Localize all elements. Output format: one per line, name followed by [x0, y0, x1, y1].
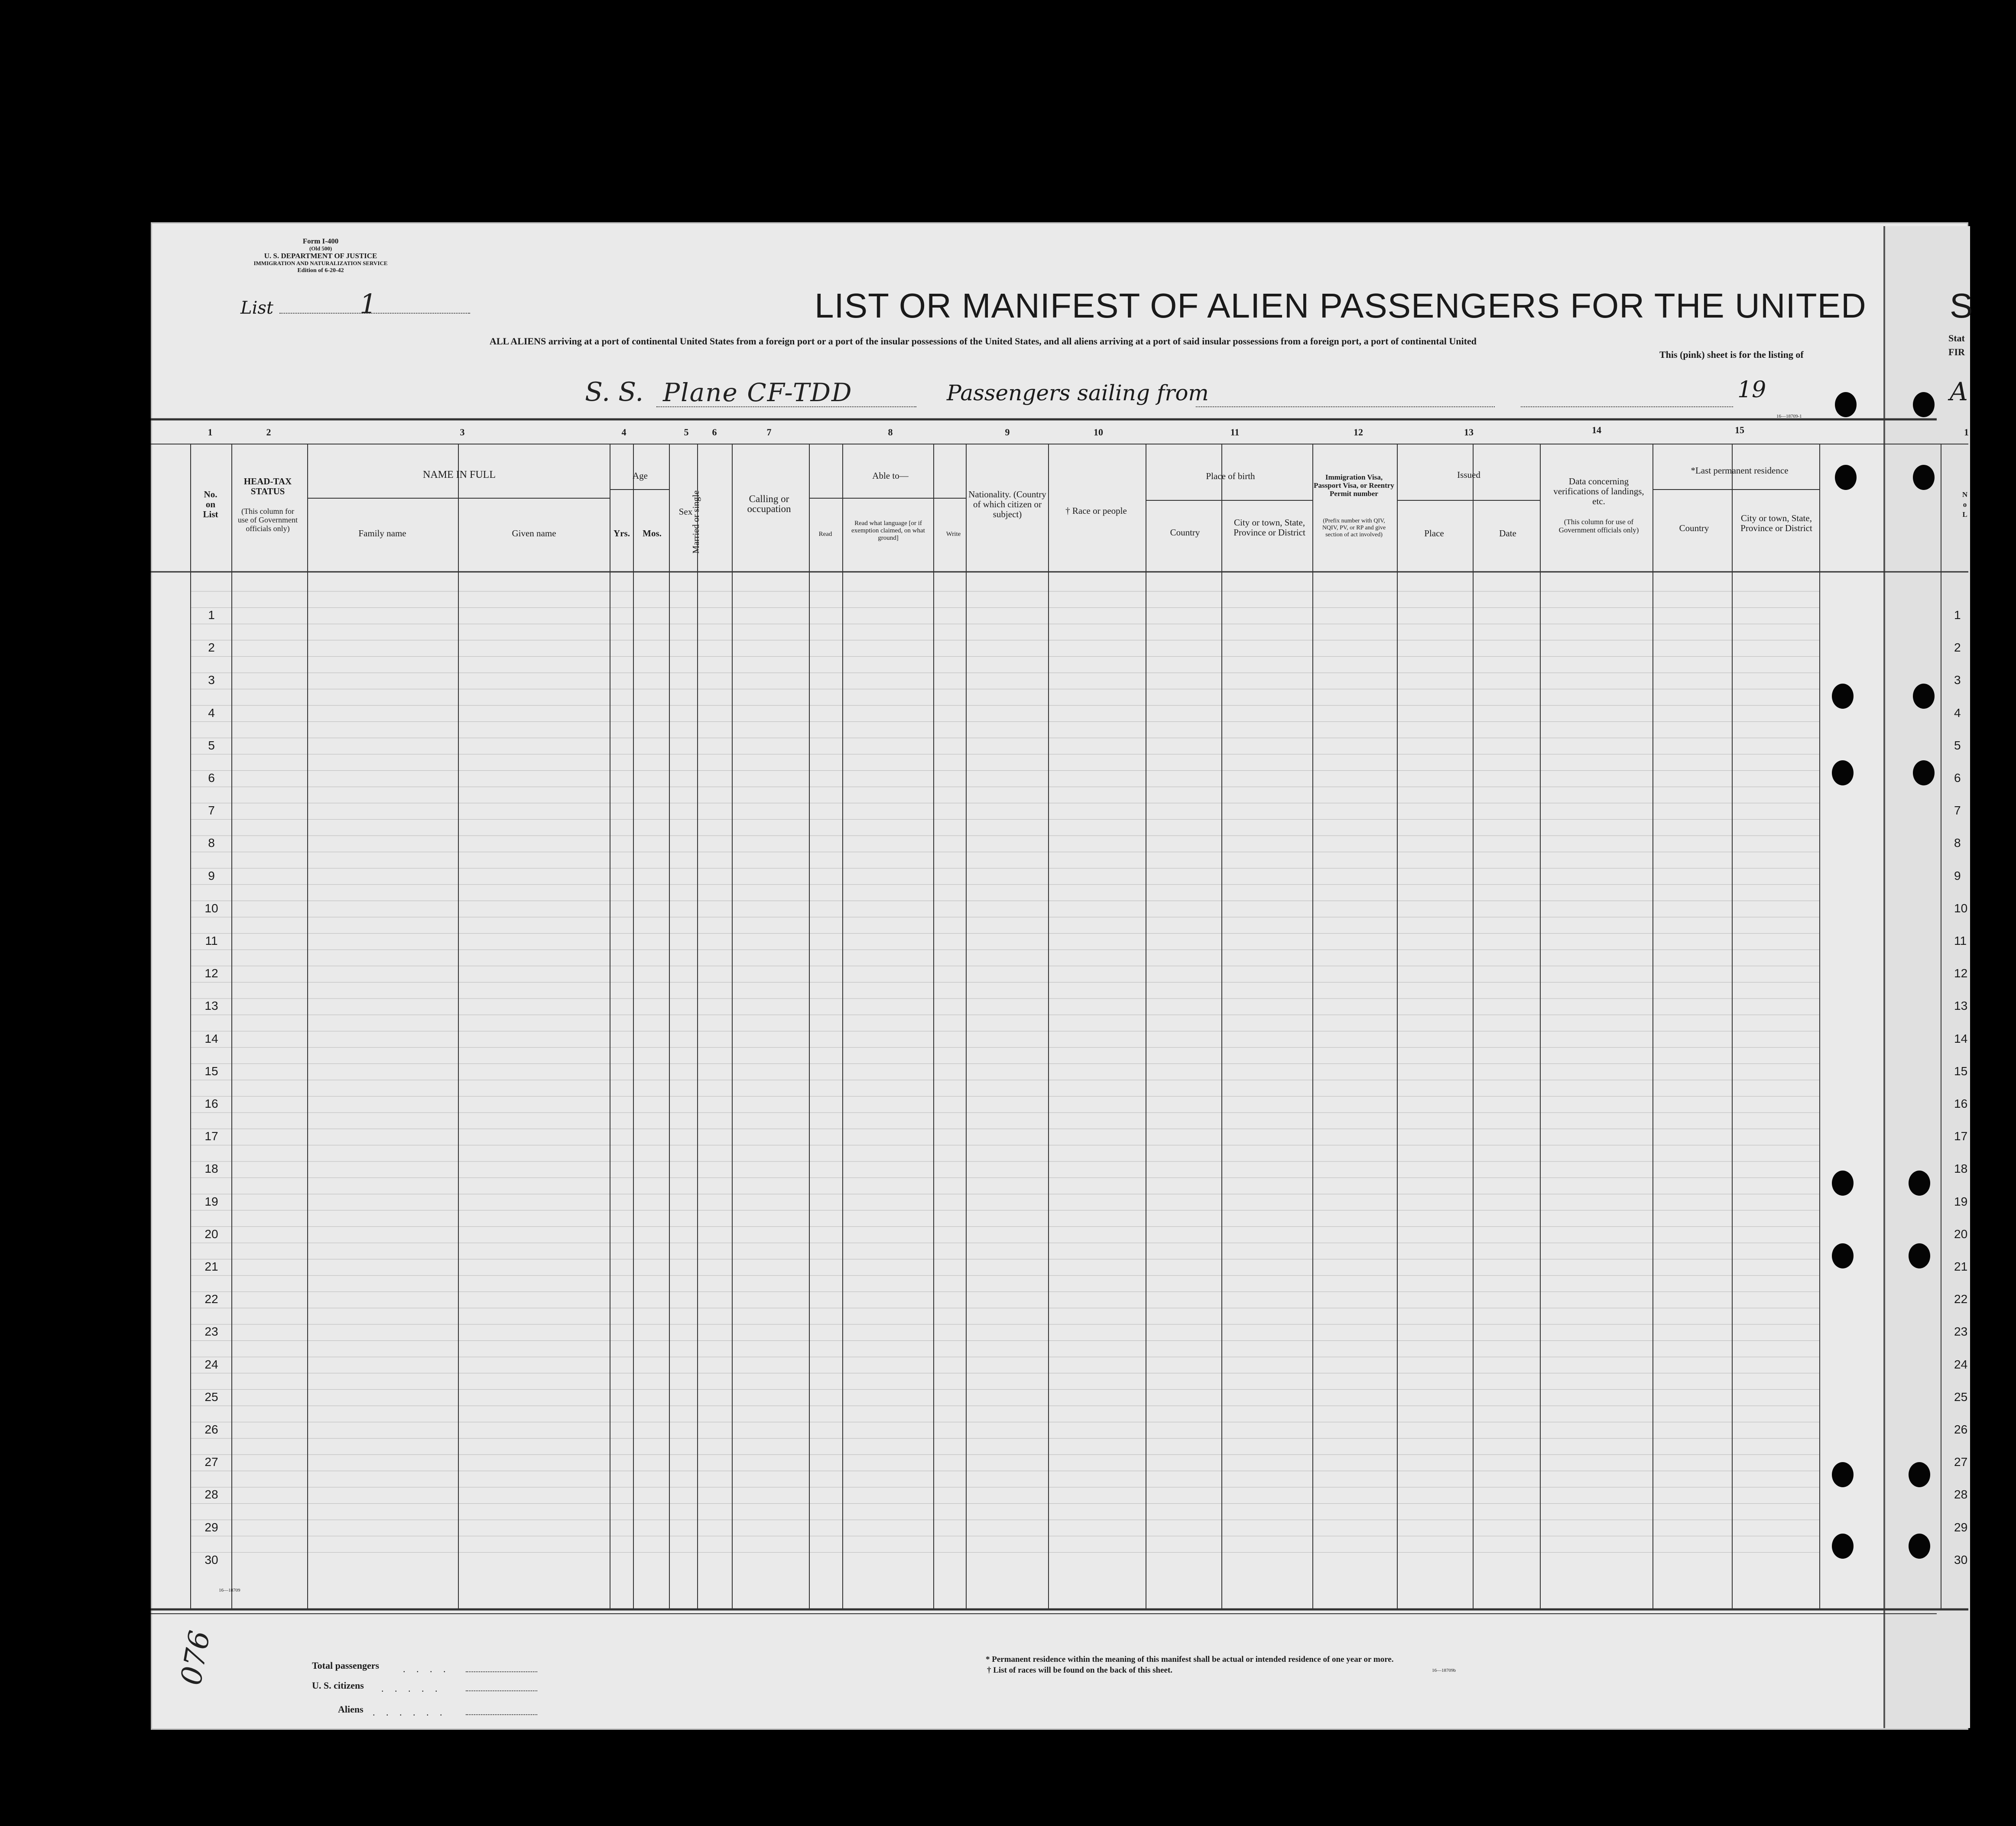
col-num-10: 10 [1094, 427, 1103, 438]
hdr-head-tax-note: (This column for use of Government officials only) [238, 507, 298, 533]
hdr-issued-place: Place [1424, 528, 1444, 538]
form-edition: Edition of 6-20-42 [297, 267, 344, 274]
hdr-age-yrs: Yrs. [614, 528, 630, 538]
adjacent-row-number: 13 [1954, 999, 1968, 1013]
row-number: 7 [208, 804, 215, 817]
col-num-7: 7 [766, 427, 772, 438]
hdr-issued-date: Date [1499, 528, 1516, 538]
row-number: 15 [205, 1064, 218, 1078]
footer-total-passengers: Total passengers [312, 1660, 380, 1671]
hdr-last-residence: *Last permanent residence [1691, 465, 1789, 476]
adjacent-line-a: Stat [1948, 333, 1965, 344]
print-code-bottom: 16—18709b [1432, 1668, 1456, 1673]
department-name: U. S. DEPARTMENT OF JUSTICE [264, 252, 377, 260]
punch-hole [1835, 392, 1857, 417]
hdr-res-country: Country [1679, 523, 1709, 533]
hdr-place-of-birth: Place of birth [1206, 471, 1255, 481]
row-number: 13 [205, 999, 218, 1013]
adjacent-row-number: 9 [1954, 869, 1961, 882]
col-num-4: 4 [621, 427, 627, 438]
row-number: 23 [205, 1325, 218, 1339]
row-number: 17 [205, 1129, 218, 1143]
adjacent-row-number: 1 [1954, 608, 1961, 622]
punch-hole [1909, 1534, 1930, 1559]
adjacent-row-number: 30 [1954, 1553, 1968, 1567]
adjacent-row-number: 15 [1954, 1064, 1968, 1078]
row-number: 14 [205, 1031, 218, 1045]
punch-hole [1832, 1243, 1854, 1268]
row-number: 5 [208, 738, 215, 752]
row-number: 2 [208, 641, 215, 655]
punch-hole [1913, 392, 1935, 417]
col-num-14: 14 [1592, 425, 1601, 435]
row-number: 29 [205, 1520, 218, 1534]
print-code-left: 16—18709 [219, 1588, 240, 1593]
adjacent-col-fragment: 1 [1964, 427, 1969, 438]
footer-citizens-underline [466, 1690, 537, 1691]
adjacent-row-number: 14 [1954, 1031, 1968, 1045]
adjacent-title-fragment: S [1950, 286, 1974, 325]
col-num-15: 15 [1735, 425, 1744, 435]
row-number: 16 [205, 1097, 218, 1110]
hdr-verifications: Data concerning verifications of landings, etc. [1553, 476, 1644, 506]
form-id-block [230, 237, 412, 274]
sailing-from-label: Passengers sailing from [947, 380, 1209, 405]
hdr-race: † Race or people [1065, 506, 1127, 516]
hdr-name-in-full: NAME IN FULL [423, 469, 496, 480]
row-number: 3 [208, 673, 215, 687]
adjacent-line-b: FIR [1948, 347, 1965, 357]
row-number: 6 [208, 771, 215, 785]
sailing-from-underline [1196, 406, 1495, 407]
hdr-verifications-note: (This column for use of Government officials only) [1558, 518, 1639, 534]
row-number: 21 [205, 1260, 218, 1273]
hdr-issued: Issued [1457, 470, 1480, 480]
col-num-12: 12 [1354, 427, 1363, 438]
hdr-head-tax: HEAD-TAX STATUS [243, 476, 292, 496]
date-underline [1521, 406, 1733, 407]
adjacent-row-number: 6 [1954, 771, 1961, 785]
page-title: LIST OR MANIFEST OF ALIEN PASSENGERS FOR THE UNITED [815, 286, 1867, 325]
hdr-res-city: City or town, State, Province or District [1740, 513, 1812, 533]
adjacent-row-number: 17 [1954, 1129, 1968, 1143]
adjacent-row-number: 20 [1954, 1227, 1968, 1241]
hdr-visa-note: (Prefix number with QIV, NQIV, PV, or RP and give section of act involved) [1322, 518, 1386, 538]
adjacent-row-number: 8 [1954, 836, 1961, 850]
row-number: 12 [205, 967, 218, 980]
margin-handwritten-number: 076 [174, 1628, 217, 1688]
col-num-9: 9 [1005, 427, 1010, 438]
hdr-married-single: Married or single [691, 490, 701, 554]
punch-hole [1832, 684, 1854, 709]
ship-prefix: S. S. [585, 377, 644, 407]
adjacent-row-number: 21 [1954, 1260, 1968, 1273]
ship-name: Plane CF-TDD [663, 378, 853, 407]
adjacent-row-number: 5 [1954, 738, 1961, 752]
adjacent-row-number: 28 [1954, 1488, 1968, 1502]
hdr-age-mos: Mos. [643, 528, 662, 538]
footer-dots-3: . . . . . . [373, 1707, 447, 1718]
list-label: List [240, 298, 273, 318]
col-num-1: 1 [208, 427, 213, 438]
hdr-family-name: Family name [358, 528, 406, 538]
print-code-top: 16—18709-1 [1776, 414, 1802, 419]
hdr-birth-city: City or town, State, Province or District [1234, 517, 1305, 538]
form-old-number: (Old 500) [309, 245, 332, 252]
adjacent-row-number: 3 [1954, 673, 1961, 687]
footer-note-races: † List of races will be found on the back of this sheet. [987, 1666, 1173, 1675]
punch-hole [1909, 1462, 1930, 1487]
hdr-calling: Calling or occupation [747, 493, 791, 514]
row-number: 30 [205, 1553, 218, 1567]
list-number: 1 [360, 288, 377, 320]
footer-us-citizens: U. S. citizens [312, 1680, 364, 1691]
hdr-nationality: Nationality. (Country of which citizen or subject) [968, 489, 1046, 519]
adjacent-row-number: 11 [1954, 934, 1967, 947]
punch-hole [1913, 465, 1935, 490]
adjacent-row-number: 24 [1954, 1357, 1968, 1371]
year-prefix: 19 [1737, 377, 1766, 403]
adjacent-row-number: 16 [1954, 1097, 1968, 1110]
hdr-read: Read [818, 531, 832, 538]
adjacent-row-number: 26 [1954, 1423, 1968, 1436]
adjacent-row-number: 12 [1954, 967, 1968, 980]
punch-hole [1909, 1171, 1930, 1196]
subtitle-line-2: This (pink) sheet is for the listing of [1659, 349, 1804, 360]
hdr-no-on-list: No. on List [203, 489, 218, 519]
adjacent-row-number: 18 [1954, 1162, 1968, 1176]
hdr-visa: Immigration Visa, Passport Visa, or Reentry Permit number [1314, 473, 1394, 498]
adjacent-big-letter: A [1950, 377, 1968, 406]
footer-dots-2: . . . . . [381, 1683, 442, 1694]
row-number: 1 [208, 608, 215, 622]
punch-hole [1832, 760, 1854, 785]
subtitle-line-1: ALL ALIENS arriving at a port of continental United States from a foreign port or a port of the insular possessions of the United States, and all aliens arriving at a port of said insular possessions from a foreign port, a port of continental United [490, 336, 1477, 347]
adjacent-row-number: 4 [1954, 706, 1961, 720]
row-number: 4 [208, 706, 215, 720]
punch-hole [1913, 760, 1935, 785]
row-number: 20 [205, 1227, 218, 1241]
row-number: 8 [208, 836, 215, 850]
adjacent-row-number: 10 [1954, 901, 1968, 915]
hdr-sex: Sex [678, 506, 693, 517]
row-number: 19 [205, 1194, 218, 1208]
row-number: 26 [205, 1423, 218, 1436]
hdr-age: Age [633, 470, 648, 481]
adjacent-row-number: 23 [1954, 1325, 1968, 1339]
row-number: 22 [205, 1292, 218, 1306]
hdr-able-to: Able to— [872, 470, 909, 481]
punch-hole [1909, 1243, 1930, 1268]
hdr-write: Write [946, 531, 961, 538]
col-num-3: 3 [460, 427, 465, 438]
hdr-birth-country: Country [1170, 527, 1200, 538]
col-num-13: 13 [1464, 427, 1474, 438]
adjacent-row-number: 27 [1954, 1455, 1968, 1469]
col-num-8: 8 [888, 427, 893, 438]
adjacent-row-number: 25 [1954, 1390, 1968, 1404]
row-number: 28 [205, 1488, 218, 1502]
footer-note-residence: * Permanent residence within the meaning of this manifest shall be actual or intended residence of one year or more. [986, 1655, 1394, 1664]
row-number: 25 [205, 1390, 218, 1404]
row-number: 11 [205, 934, 218, 947]
row-number: 18 [205, 1162, 218, 1176]
punch-hole [1832, 1534, 1854, 1559]
punch-hole [1832, 1462, 1854, 1487]
service-name: IMMIGRATION AND NATURALIZATION SERVICE [253, 260, 388, 266]
row-number: 24 [205, 1357, 218, 1371]
footer-dots-1: . . . . [403, 1664, 450, 1674]
footer-aliens-underline [466, 1714, 537, 1715]
form-number: Form I-400 [302, 237, 339, 245]
hdr-given-name: Given name [512, 528, 556, 538]
adjacent-row-number: 7 [1954, 804, 1961, 817]
punch-hole [1913, 684, 1935, 709]
adjacent-row-number: 22 [1954, 1292, 1968, 1306]
footer-aliens: Aliens [338, 1704, 364, 1715]
adjacent-row-number: 2 [1954, 641, 1961, 655]
hdr-read-language: Read what language [or if exemption claimed, on what ground] [851, 520, 925, 542]
col-num-6: 6 [712, 427, 717, 438]
punch-hole [1832, 1171, 1854, 1196]
footer-total-underline [466, 1671, 537, 1672]
col-num-5: 5 [684, 427, 689, 438]
adjacent-row-number: 29 [1954, 1520, 1968, 1534]
row-number: 27 [205, 1455, 218, 1469]
col-num-11: 11 [1230, 427, 1240, 438]
row-number: 10 [205, 901, 218, 915]
adjacent-header-fragment: N o L [1962, 490, 1968, 519]
punch-hole [1835, 465, 1857, 490]
adjacent-row-number: 19 [1954, 1194, 1968, 1208]
row-number: 9 [208, 869, 215, 882]
col-num-2: 2 [266, 427, 271, 438]
